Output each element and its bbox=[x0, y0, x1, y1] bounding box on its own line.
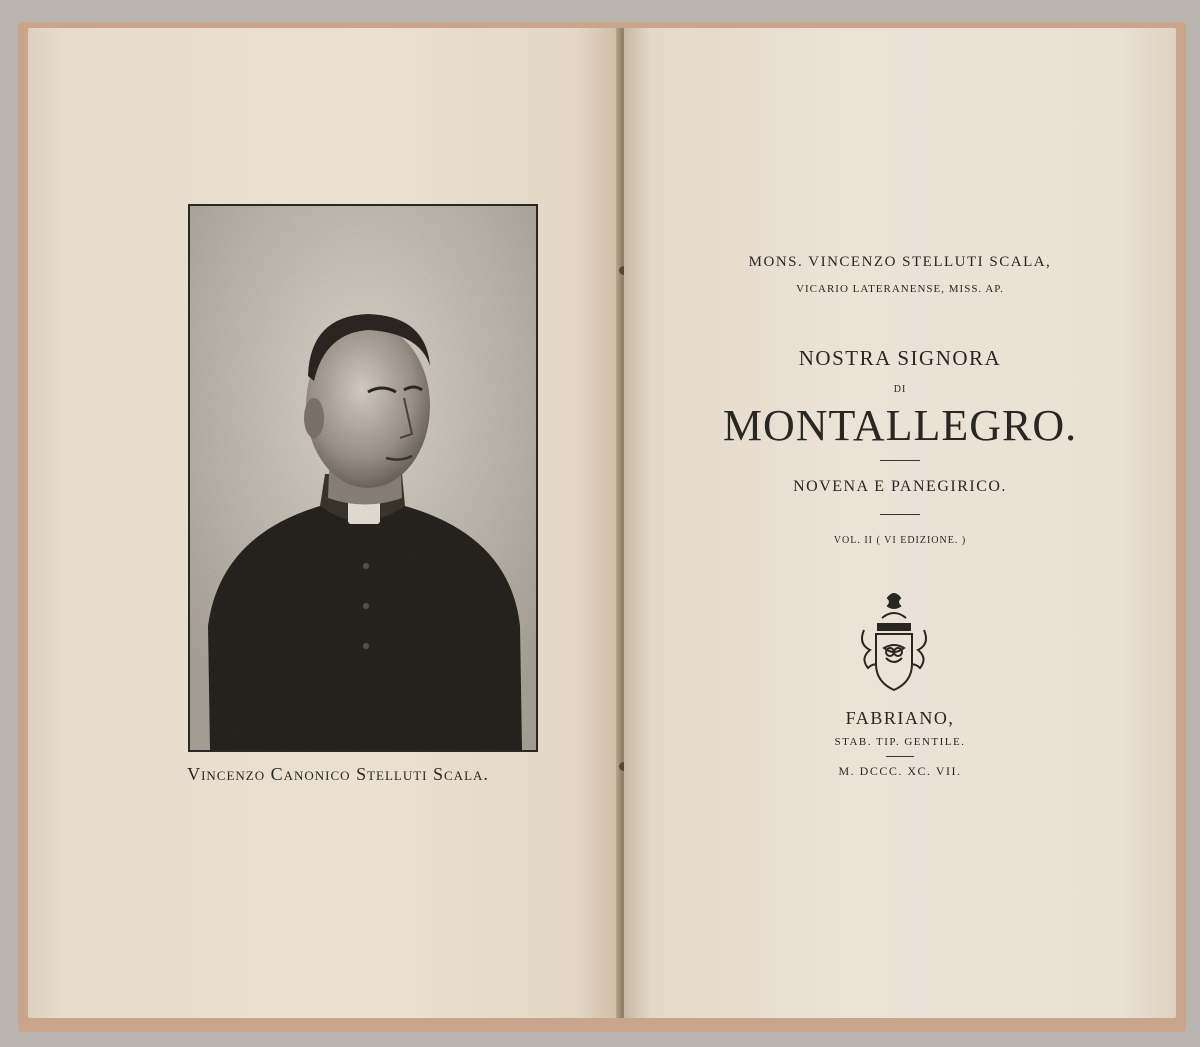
author-office: VICARIO LATERANENSE, MISS. AP. bbox=[796, 283, 1004, 295]
open-book bbox=[18, 22, 1186, 1032]
title-line-1: NOSTRA SIGNORA bbox=[798, 346, 1002, 370]
imprint-rule bbox=[886, 756, 914, 757]
subtitle: NOVENA E PANEGIRICO. bbox=[793, 478, 1007, 495]
subtitle-rule bbox=[880, 514, 920, 515]
frontispiece-page bbox=[28, 28, 624, 1018]
title-page bbox=[624, 28, 1176, 1018]
title-connector: DI bbox=[893, 384, 907, 395]
main-title: MONTALLEGRO. bbox=[722, 401, 1078, 450]
portrait-caption: Vincenzo Canonico Stelluti Scala. bbox=[187, 764, 489, 784]
portrait-image bbox=[188, 204, 538, 752]
publication-year: M. DCCC. XC. VII. bbox=[838, 764, 962, 778]
publication-city: FABRIANO, bbox=[845, 708, 955, 728]
portrait-illustration bbox=[190, 206, 536, 750]
author-name: MONS. VINCENZO STELLUTI SCALA, bbox=[748, 254, 1052, 270]
heraldic-crest-icon bbox=[854, 588, 934, 698]
title-rule bbox=[880, 460, 920, 461]
volume-edition: VOL. II ( VI EDIZIONE. ) bbox=[833, 535, 967, 546]
printer-name: STAB. TIP. GENTILE. bbox=[834, 736, 966, 748]
